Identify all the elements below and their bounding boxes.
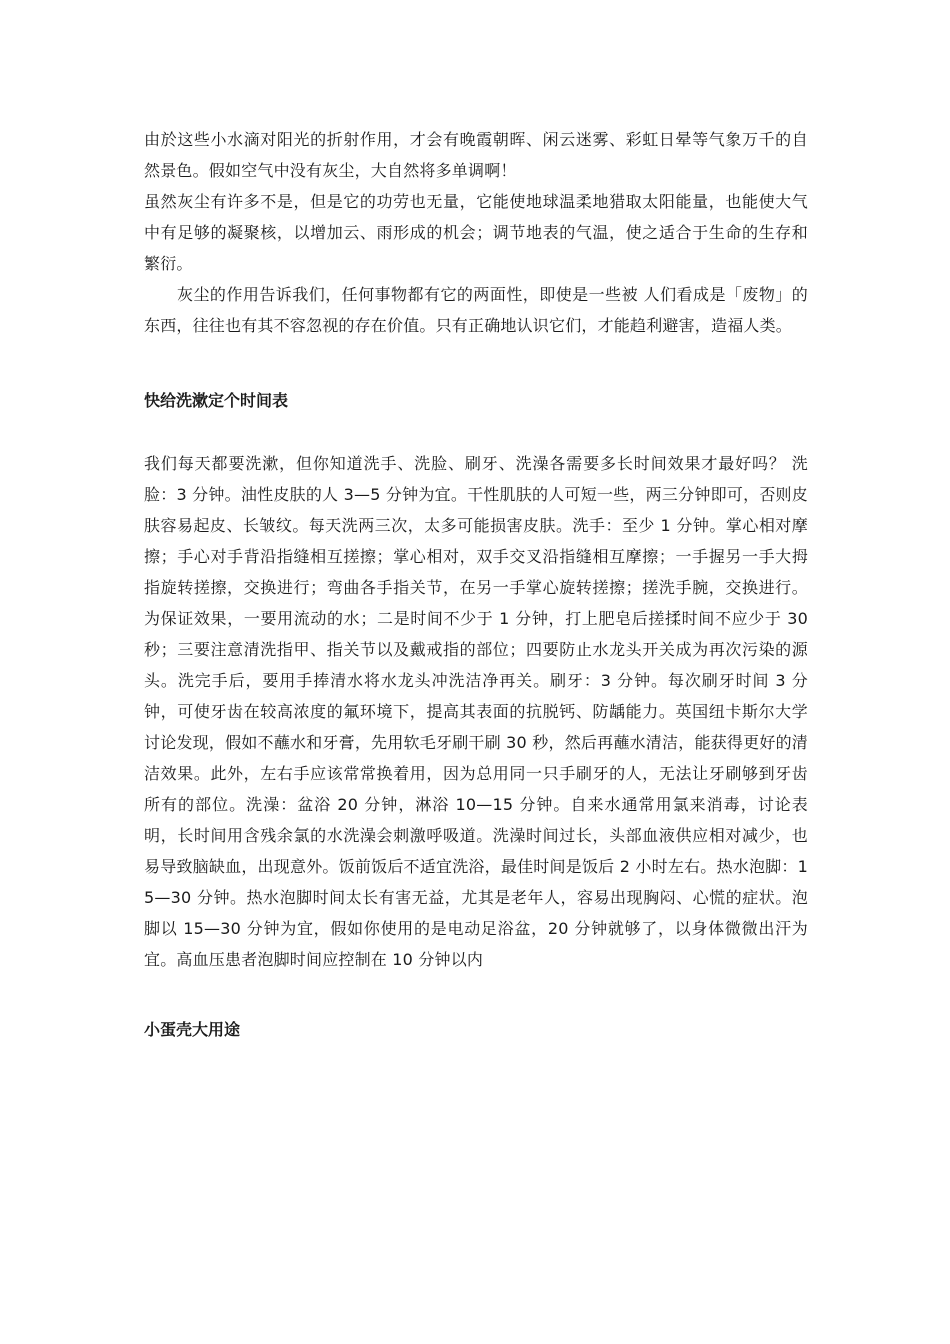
spacer <box>144 416 808 448</box>
spacer <box>144 975 808 1014</box>
spacer <box>144 341 808 385</box>
section-heading-eggshell-uses: 小蛋壳大用途 <box>144 1020 241 1039</box>
document-content <box>144 124 808 1045</box>
paragraph-rainbow-scenery: 由於这些小水滴对阳光的折射作用，才会有晚霞朝晖、闲云迷雾、彩虹日晕等气象万千的自然景色。假如空气中没有灰尘，大自然将多单调啊！ <box>144 130 808 180</box>
section-heading-washing-schedule: 快给洗漱定个时间表 <box>144 391 289 410</box>
paragraph-dust-merits: 虽然灰尘有许多不是，但是它的功劳也无量，它能使地球温柔地猎取太阳能量，也能使大气中有足够的凝聚核，以增加云、雨形成的机会；调节地表的气温，使之适合于生命的生存和繁衍。 <box>144 192 808 273</box>
paragraph-washing-schedule: 我们每天都要洗漱，但你知道洗手、洗脸、刷牙、洗澡各需要多长时间效果才最好吗？ 洗脸：3 分钟。油性皮肤的人 3—5 分钟为宜。干性肌肤的人可短一些，两三分钟即可，否则皮肤容易起皮、长皱纹。每天洗两三次，太多可能损害皮肤。洗手：至少 1 分钟。掌心相对摩擦；手心对手背沿指缝相互搓擦；掌心相对，双手交叉沿指缝相互摩擦；一手握另一手大拇指旋转搓擦，交换进行；弯曲各手指关节，在另一手掌心旋转搓擦；搓洗手腕，交换进行。为保证效果，一要用流动的水；二是时间不少于 1 分钟，打上肥皂后搓揉时间不应少于 30 秒；三要注意清洗指甲、指关节以及戴戒指的部位；四要防止水龙头开关成为再次污染的源头。洗完手后，要用手捧清水将水龙头冲洗洁净再关。刷牙：3 分钟。每次刷牙时间 3 分钟，可使牙齿在较高浓度的氟环境下，提高其表面的抗脱钙、防龋能力。英国纽卡斯尔大学讨论发现，假如不蘸水和牙膏，先用软毛牙刷干刷 30 秒，然后再蘸水清洁，能获得更好的清洁效果。此外，左右手应该常常换着用，因为总用同一只手刷牙的人，无法让牙刷够到牙齿所有的部位。洗澡：盆浴 20 分钟，淋浴 10—15 分钟。自来水通常用氯来消毒，讨论表明，长时间用含残余氯的水洗澡会刺激呼吸道。洗澡时间过长，头部血液供应相对减少，也易导致脑缺血，出现意外。饭前饭后不适宜洗浴，最佳时间是饭后 2 小时左右。热水泡脚：15—30 分钟。热水泡脚时间太长有害无益，尤其是老年人，容易出现胸闷、心慌的症状。泡脚以 15—30 分钟为宜，假如你使用的是电动足浴盆，20 分钟就够了，以身体微微出汗为宜。高血压患者泡脚时间应控制在 10 分钟以内 <box>144 454 808 969</box>
paragraph-dust-conclusion: 灰尘的作用告诉我们，任何事物都有它的两面性，即使是一些被 人们看成是「废物」的东西，往往也有其不容忽视的存在价值。只有正确地认识它们，才能趋利避害，造福人类。 <box>144 285 808 335</box>
